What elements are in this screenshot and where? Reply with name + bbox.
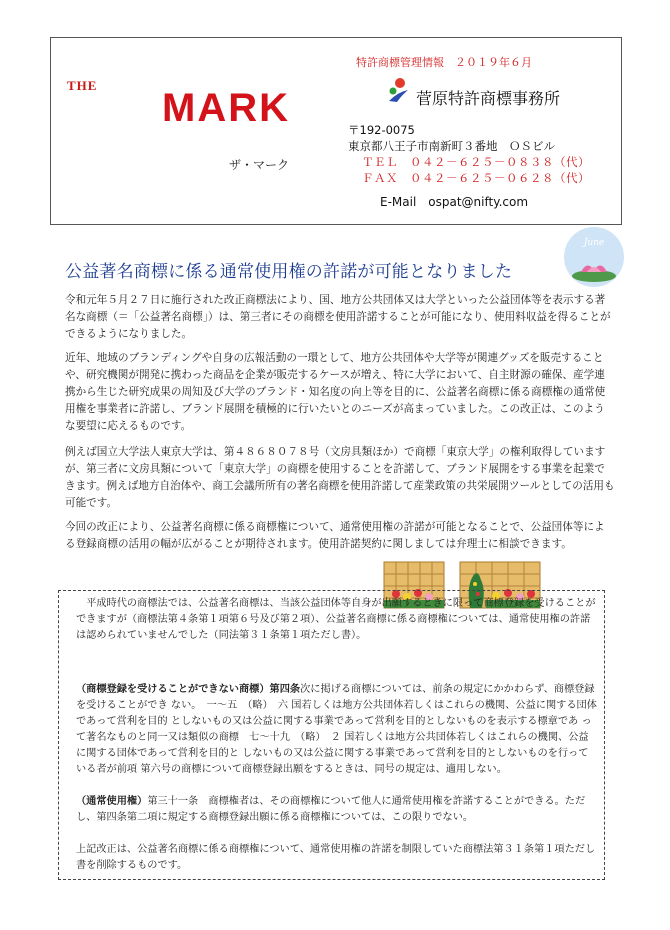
logo-kana: ザ・マーク [229,158,290,172]
article-31-title: （通常使用権） [76,796,148,807]
article-4-title: （商標登録を受けることができない商標）第四条 [76,684,301,695]
postal-code: 〒192-0075 [348,123,415,137]
june-badge [563,226,625,288]
article-31-text [76,794,598,826]
paragraph-1: 令和元年５月２７日に施行された改正商標法により、国、地方公共団体又は大学といった公益団体等を表示する著名な商標（＝「公益著名商標」）は、第三者にその商標を使用許諾することが可能になり、使用料収益を得ることができるようになりました。 [65,294,611,340]
address: 東京都八王子市南新町３番地 ＯＳビル [348,139,555,153]
email[interactable]: E-Mail ospat@nifty.com [380,195,529,209]
logo-the: THE [67,78,98,93]
fax: ＦＡＸ ０４２－６２５－０６２８（代） [362,171,590,185]
firm-name: 菅原特許商標事務所 [416,89,561,108]
notice-intro: 平成時代の商標法では、公益著名商標は、当該公益団体等自身が出願するときに限って商標登録を受けることができますが（商標法第４条第１項第６号及び第２項）、公益著名商標に係る商標権については、通常使用権の許諾は認められていませんでした（同法第３１条第１項ただし書）。 [76,598,596,641]
firm-emblem-icon [384,76,412,104]
newsletter-info: 特許商標管理情報 ２０１９年６月 [356,56,532,69]
june-badge-label: June [583,238,605,248]
article-4-text [76,682,598,778]
article-headline: 公益著名商標に係る通常使用権の許諾が可能となりました [65,262,513,282]
tel: ＴＥＬ ０４２－６２５－０８３８（代） [362,155,590,169]
logo-mark: MARK [162,86,290,130]
header-box [50,37,622,225]
paragraph-2: 近年、地域のブランディングや自身の広報活動の一環として、地方公共団体や大学等が関連グッズを販売することや、研究機関が開発に携わった商品を企業が販売するケースが増え、特に大学において、自主財源の確保、産学連携から生じた研究成果の周知及び大学のブランド・知名度の向上等を目的に、公益著名商標に係る商標権の通常使用権を事業者に許諾し、ブランド展開を積極的に行いたいとのニーズが高まっていました。この改正は、このような要望に応えるものです。 [65,352,606,432]
notice-conclusion: 上記改正は、公益著名商標に係る商標権について、通常使用権の許諾を制限していた商標法第３１条第１項ただし書を削除するものです。 [76,844,596,871]
paragraph-3: 例えば国立大学法人東京大学は、第４８６８０７８号（文房具類ほか）で商標「東京大学」の権利取得していますが、第三者に文房具類について「東京大学」の商標を使用することを許諾して、ブランド展開をする事業を起業できます。例えば地方自治体や、商工会議所所有の著名商標を使用許諾して産業政策の共栄展開ツールとしての活用も可能です。 [65,446,615,509]
article-31-body: 第三十一条 商標権者は、その商標権について他人に通常使用権を許諾することができる。ただし、第四条第二項に規定する商標登録出願に係る商標権については、この限りでない。 [76,796,586,823]
article-4-body: 次に掲げる商標については、前条の規定にかかわらず、商標登録を受けることができ ない。 一～五 （略） 六 国若しくは地方公共団体若しくはこれらの機関、公益に関する団体であって営利を目的 としないもの又は公益に関する事業であって営利を目的としないものを表示する標章であ って著名なものと同一又は類似の商標 七～十九 （略） ２ 国若しくは地方公共団体若しくはこれらの機関、公益に関する団体であって営利を目的と しないもの又は公益に関する事業であって営利を目的としないものを行っている者が前項 第六号の商標について商標登録出願をするときは、同号の規定は、適用しない。 [76,684,597,775]
paragraph-4: 今回の改正により、公益著名商標に係る商標権について、通常使用権の許諾が可能となることで、公益団体等による登録商標の活用の幅が広がることが期待されます。使用許諾契約に関しましては弁理士に相談できます。 [65,521,605,550]
